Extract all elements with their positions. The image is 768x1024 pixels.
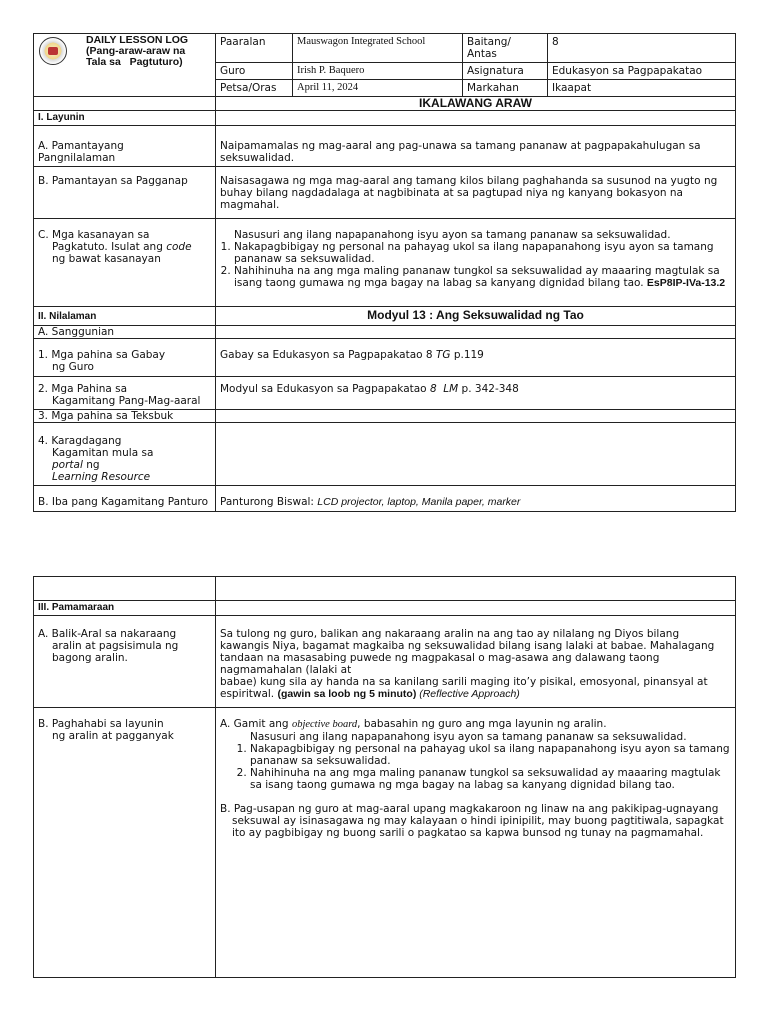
lm-value-a: Modyul sa Edukasyon sa Pagpapakatao (220, 383, 430, 395)
lesson-log-table-2 (33, 576, 736, 978)
kasanayan-intro: Nasusuri ang ilang napapanahong isyu ayon sa tamang pananaw sa seksuwalidad. (234, 229, 671, 241)
gabay-value-b: TG (435, 349, 451, 361)
school-seal-icon (39, 37, 67, 65)
lm-value-b: 8 LM (429, 383, 459, 395)
kasanayan-label-2a: Pagkatuto. Isulat ang (52, 241, 167, 253)
iba-label: B. Iba pang Kagamitang Panturo (34, 486, 216, 512)
balik-aral-value-2-text: babae) kung sila ay handa na sa kanilang sarili maging ito’y pisikal, emosyonal, pinansyal at espiritwal. (220, 676, 708, 700)
balik-aral-label-1: A. Balik-Aral sa nakaraang (38, 628, 177, 640)
balik-aral-value-2 (220, 676, 731, 700)
sanggunian-label: A. Sanggunian (34, 326, 216, 339)
kagamitan-label-3b: ng (82, 459, 100, 471)
gabay-value (216, 339, 736, 377)
gabay-value-a: Gabay sa Edukasyon sa Pagpapakatao 8 (220, 349, 436, 361)
kasanayan-code-word: code (166, 241, 192, 253)
blank-cell (216, 326, 736, 339)
balik-aral-label-2: aralin at pagsisimula ng (52, 640, 179, 652)
paghahabi-label-2: ng aralin at pagganyak (52, 730, 174, 742)
gabay-label-2: ng Guro (52, 361, 94, 373)
module-title: Modyul 13 : Ang Seksuwalidad ng Tao (216, 307, 736, 326)
nilalaman-heading: II. Nilalaman (34, 307, 216, 326)
pamantayang-label-1: A. Pamantayang (38, 140, 124, 152)
markahan-label: Markahan (463, 80, 548, 97)
markahan-value: Ikaapat (548, 80, 736, 97)
petsa-value: April 11, 2024 (293, 80, 463, 97)
paghahabi-a-pre: A. Gamit ang (220, 718, 292, 730)
lm-label-1: 2. Mga Pahina sa (38, 383, 128, 395)
iba-value-b: LCD projector, laptop, Manila paper, marker (317, 496, 521, 508)
portal-word: portal (52, 459, 83, 471)
kasanayan-label-2 (38, 241, 211, 253)
pagganap-value: Naisasagawa ng mga mag-aaral ang tamang kilos bilang paghahanda sa susunod na yugto ng buhay bilang nagdadalaga at nagbibinata at sa pagtupad niya ng kanyang bokasyon na magmahal. (216, 167, 736, 219)
pagganap-label: B. Pamantayan sa Pagganap (34, 167, 216, 219)
gabay-label-1: 1. Mga pahina sa Gabay (38, 349, 166, 361)
guro-label: Guro (216, 63, 293, 80)
baitang-value: 8 (548, 34, 736, 63)
header-title-line3: Tala sa Pagtuturo) (86, 56, 183, 68)
pamamaraan-heading: III. Pamamaraan (34, 601, 216, 616)
blank-cell (34, 97, 216, 111)
iba-value-a: Panturong Biswal: (220, 496, 318, 508)
kagamitan-label-2: Kagamitan mula sa (52, 447, 154, 459)
header-title-line1: DAILY LESSON LOG (86, 34, 189, 46)
baitang-label: Baitang/ Antas (463, 34, 548, 63)
blank-cell (216, 410, 736, 423)
kasanayan-label-3: ng bawat kasanayan (52, 253, 161, 265)
kagamitan-label-3 (38, 459, 211, 471)
pamantayang-label-2: Pangnilalaman (38, 152, 116, 164)
kasanayan-item-2-text: Nahihinuha na ang mga maling pananaw tungkol sa seksuwalidad ay maaaring magtulak sa isang taong gumawa ng mga bagay na labag sa kanyang dignidad bilang tao. (234, 265, 720, 289)
lesson-log-table-1 (33, 33, 736, 512)
balik-aral-value: Sa tulong ng guro, balikan ang nakaraang aralin na ang tao ay nilalang ng Diyos bilang kawangis Niya, bagamat magkaiba ng seksuwalidad bilang isang lalaki at babae. Mahalagang tandaan na masasabing puwede ng magpakasal o mag-asawa ang dalawang taong nagmamahalan (lalaki at (220, 628, 715, 676)
kasanayan-code: EsP8IP-IVa-13.2 (646, 277, 726, 289)
blank-cell (216, 111, 736, 126)
gabay-value-c: p.119 (450, 349, 484, 361)
guro-value: Irish P. Baquero (293, 63, 463, 80)
petsa-label: Petsa/Oras (216, 80, 293, 97)
paaralan-label: Paaralan (216, 34, 293, 63)
blank-cell (216, 601, 736, 616)
lm-value-c: p. 342-348 (458, 383, 519, 395)
lm-label-2: Kagamitang Pang-Mag-aaral (52, 395, 201, 407)
lm-value (216, 377, 736, 410)
teksbuk-label: 3. Mga pahina sa Teksbuk (34, 410, 216, 423)
blank-cell (216, 423, 736, 486)
paghahabi-intro: Nasusuri ang ilang napapanahong isyu ayon sa tamang pananaw sa seksuwalidad. (250, 731, 687, 743)
paghahabi-item-1: 1. Nakapagbibigay ng personal na pahayag ukol sa ilang napapanahong isyu ayon sa tamang pananaw sa seksuwalidad. (250, 743, 731, 767)
iba-value (216, 486, 736, 512)
header-title-cell (34, 34, 216, 97)
paghahabi-item-2: 2. Nahihinuha na ang mga maling pananaw tungkol sa seksuwalidad ay maaaring magtulak sa isang taong gumawa ng mga bagay na labag sa kanyang dignidad bilang tao. (250, 767, 731, 791)
layunin-heading: I. Layunin (34, 111, 216, 126)
header-title-line2: (Pang-araw-araw na (86, 45, 186, 57)
paghahabi-b: B. Pag-usapan ng guro at mag-aaral upang magkakaroon ng linaw na ang pakikipag-ugnayang seksuwal ay isinasagawa ng may kalayaan o hindi ipinipilit, may buong pagtitiwala, sapagkat ito ay pagbibigay ng buong sarili o pagkatao sa kapwa bunsod ng tunay na pagmamahal. (220, 803, 724, 839)
balik-aral-label-3: bagong aralin. (52, 652, 128, 664)
paghahabi-label-1: B. Paghahabi sa layunin (38, 718, 164, 730)
paghahabi-a (220, 718, 731, 731)
kagamitan-label-1: 4. Karagdagang (38, 435, 122, 447)
asignatura-label: Asignatura (463, 63, 548, 80)
pamantayang-value: Naipamamalas ng mag-aaral ang pag-unawa sa tamang pananaw at pagpapakahulugan sa seksuwalidad. (216, 126, 736, 167)
blank-cell (216, 577, 736, 601)
day-title: IKALAWANG ARAW (216, 97, 736, 111)
balik-aral-time: (gawin sa loob ng 5 minuto) (277, 688, 417, 700)
paaralan-value: Mauswagon Integrated School (293, 34, 463, 63)
kasanayan-item-2 (234, 265, 731, 289)
kagamitan-label-4: Learning Resource (52, 471, 151, 483)
paghahabi-a-post: , babasahin ng guro ang mga layunin ng aralin. (357, 718, 607, 730)
kasanayan-item-1: 1. Nakapagbibigay ng personal na pahayag ukol sa ilang napapanahong isyu ayon sa tamang pananaw sa seksuwalidad. (234, 241, 731, 265)
kasanayan-label-1: C. Mga kasanayan sa (38, 229, 150, 241)
asignatura-value: Edukasyon sa Pagpapakatao (548, 63, 736, 80)
blank-cell (34, 577, 216, 601)
objective-board: objective board (291, 719, 358, 730)
balik-aral-approach: (Reflective Approach) (416, 688, 520, 700)
